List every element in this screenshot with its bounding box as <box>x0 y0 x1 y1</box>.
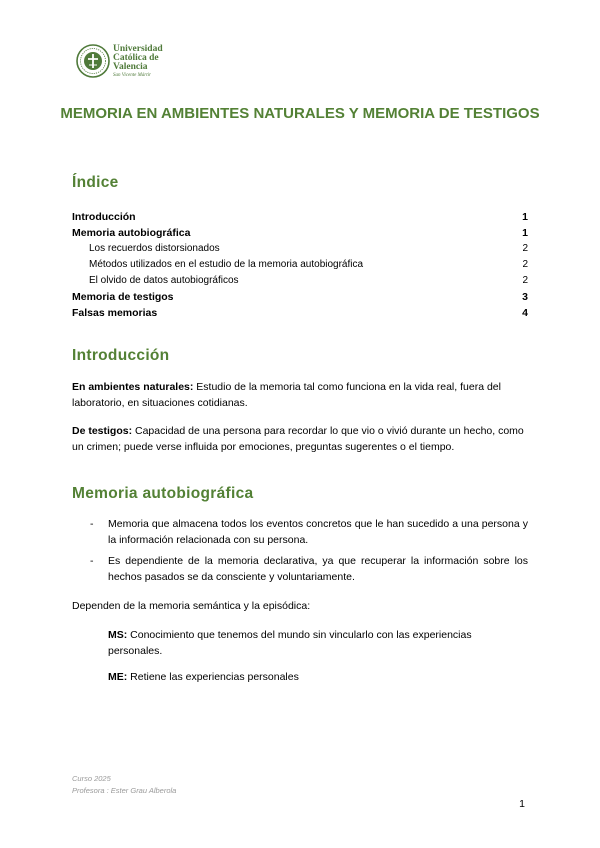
definition-ms-term: MS: <box>108 629 128 641</box>
intro-term-natural: En ambientes naturales: <box>72 381 194 393</box>
autobio-bullet-list <box>72 516 528 590</box>
logo-line-2: Católica de <box>113 53 159 63</box>
toc-entry-page: 2 <box>522 259 528 270</box>
index-heading: Índice <box>72 174 119 191</box>
university-seal-icon <box>76 44 110 78</box>
definition-ms <box>108 627 528 659</box>
footer-teacher: Profesora : Ester Grau Alberola <box>72 786 177 795</box>
intro-paragraph-natural <box>72 379 528 411</box>
toc-entry-label: El olvido de datos autobiográficos <box>89 275 239 286</box>
intro-text-natural: Estudio de la memoria tal como funciona en la vida real, fuera del laboratorio, en situaciones cotidianas. <box>72 381 501 409</box>
list-item-text: Es dependiente de la memoria declarativa, ya que recuperar la información sobre los hechos pasados se da consciente y voluntariamente. <box>108 555 528 583</box>
toc-entry-label: Los recuerdos distorsionados <box>89 243 220 254</box>
definition-me-term: ME: <box>108 671 128 683</box>
toc-entry-page: 1 <box>522 211 528 223</box>
toc-entry-label: Memoria de testigos <box>72 291 174 303</box>
autobio-heading: Memoria autobiográfica <box>72 485 254 502</box>
document-title: MEMORIA EN AMBIENTES NATURALES Y MEMORIA DE TESTIGOS <box>60 105 540 122</box>
toc-entry-label: Introducción <box>72 211 136 223</box>
logo-line-3: Valencia <box>113 62 148 72</box>
definition-me-text: Retiene las experiencias personales <box>127 671 299 683</box>
logo-line-1: Universidad <box>113 44 163 54</box>
list-item-text: Memoria que almacena todos los eventos concretos que le han sucedido a una persona y la información relacionada con su persona. <box>108 518 528 546</box>
university-logo <box>76 44 196 80</box>
toc-entry-page: 2 <box>522 275 528 286</box>
toc-entry-recuerdos-distorsionados[interactable] <box>72 241 528 257</box>
depend-text: Dependen de la memoria semántica y la episódica: <box>72 600 311 612</box>
logo-line-4: San Vicente Mártir <box>113 73 151 78</box>
toc-entry-introduccion[interactable] <box>72 209 528 225</box>
logo-wordmark <box>113 45 163 79</box>
page-footer <box>72 773 176 797</box>
toc-entry-metodos[interactable] <box>72 257 528 273</box>
intro-heading: Introducción <box>72 347 170 364</box>
toc-entry-page: 3 <box>522 291 528 303</box>
table-of-contents <box>72 209 528 321</box>
intro-paragraph-testigos <box>72 423 528 455</box>
toc-entry-label: Memoria autobiográfica <box>72 227 191 239</box>
toc-entry-olvido[interactable] <box>72 273 528 289</box>
toc-entry-page: 2 <box>522 243 528 254</box>
intro-text-testigos: Capacidad de una persona para recordar lo que vio o vivió durante un hecho, como un crimen; puede verse influida por emociones, preguntas sugerentes o el tiempo. <box>72 425 524 453</box>
bullet-dash: - <box>90 518 94 530</box>
intro-term-testigos: De testigos: <box>72 425 133 437</box>
definition-ms-text: Conocimiento que tenemos del mundo sin vincularlo con las experiencias personales. <box>108 629 472 657</box>
toc-entry-memoria-autobiografica[interactable] <box>72 225 528 241</box>
toc-entry-label: Falsas memorias <box>72 307 158 319</box>
footer-course: Curso 2025 <box>72 774 111 783</box>
toc-entry-page: 4 <box>522 307 528 319</box>
bullet-dash: - <box>90 555 94 567</box>
definition-me <box>108 669 528 685</box>
toc-entry-page: 1 <box>522 227 528 239</box>
toc-entry-falsas-memorias[interactable] <box>72 305 528 321</box>
page-number: 1 <box>519 798 525 810</box>
list-item <box>72 553 528 585</box>
toc-entry-label: Métodos utilizados en el estudio de la memoria autobiográfica <box>89 259 364 270</box>
toc-entry-memoria-testigos[interactable] <box>72 289 528 305</box>
list-item <box>72 516 528 548</box>
